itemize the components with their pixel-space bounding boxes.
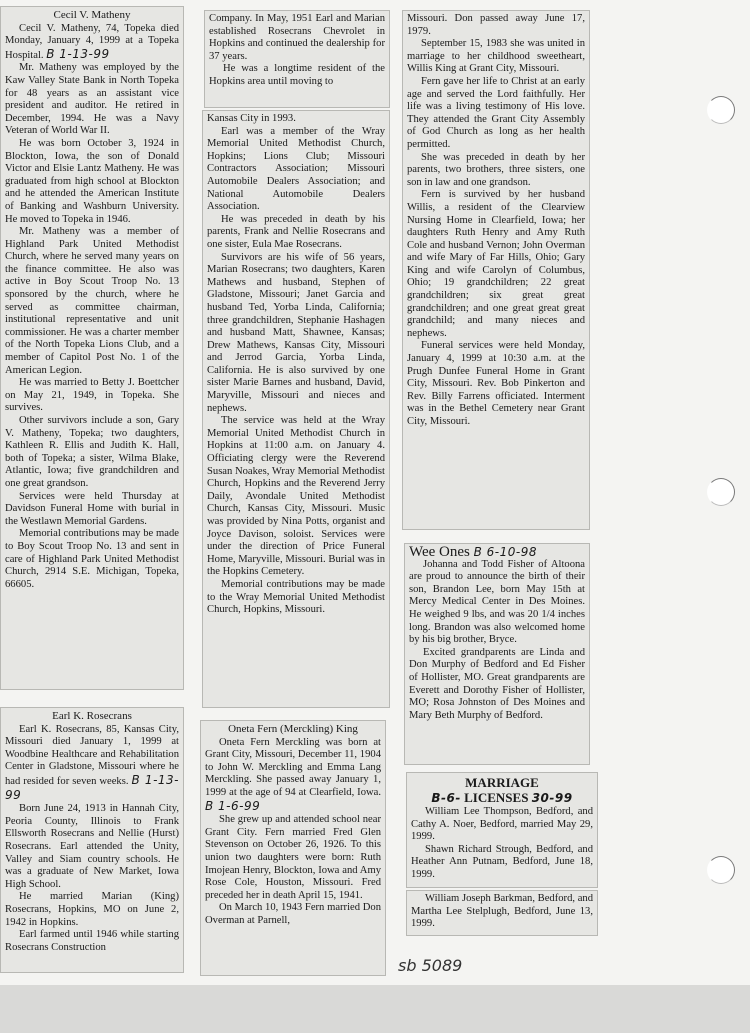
paragraph: September 15, 1983 she was united in marriage to her childhood sweetheart, Willis King at Grant City, Missouri. bbox=[407, 38, 585, 75]
obituary-rosecrans-continued bbox=[204, 10, 390, 108]
paragraph: On March 10, 1943 Fern married Don Overman at Parnell, bbox=[205, 902, 381, 926]
handwritten-date: B 6-10-98 bbox=[473, 545, 537, 559]
paragraph: Memorial contributions may be made to Boy Scout Troop No. 13 and sent in care of Highland Park United Methodist Church, 2914 S.E. Michigan, Topeka, 66605. bbox=[5, 528, 179, 590]
paragraph: Shawn Richard Strough, Bedford, and Heather Ann Putnam, Bedford, June 18, 1999. bbox=[411, 843, 593, 880]
obituary-title: Earl K. Rosecrans bbox=[52, 710, 132, 722]
paragraph: Oneta Fern Merckling was born at Grant City, Missouri, December 11, 1904 to John W. Merckling and Emma Lang Merckling. She passed away January 1, 1999 at the age of 94 at Clearfield, Iowa. B 1-6-99 bbox=[205, 736, 381, 813]
paragraph: Fern is survived by her husband Willis, a resident of the Clearview Nursing Home in Clearfield, Iowa; her daughters Ruth Henry and Amy Ruth Cole and husband Vernon; John Overman and wife Mary of Far Hills, Ohio; Gary King and wife Carolyn of Columbus, Ohio; 19 grandchildren; 22 great grandchildren; six great great grandchildren; and one great great great grandchild; and many nieces and nephews. bbox=[407, 189, 585, 339]
paragraph: William Lee Thompson, Bedford, and Cathy A. Noer, Bedford, married May 29, 1999. bbox=[411, 806, 593, 843]
obituary-rosecrans-continued-2 bbox=[202, 110, 390, 708]
paragraph: Mr. Matheny was a member of Highland Park United Methodist Church, where he served many years on the finance committee. He also was active in Boy Scout Troop No. 13 sponsored by the church, where he served as committee chairman, institutional representative and unit commissioner. He was a charter member of the North Topeka Lions Club, and a member of Capitol Post No. 1 of the American Legion. bbox=[5, 226, 179, 376]
obituary-title: Cecil V. Matheny bbox=[53, 9, 131, 21]
paragraph: The service was held at the Wray Memorial United Methodist Church in Hopkins at 11:00 a.m. on January 4. Officiating clergy were the Reverend Susan Noakes, Wray Memorial Methodist Church, Hopkins and the Reverend Jerry Daily, Avondale United Methodist Church, Kansas City, Missouri. Music was provided by Nina Potts, organist and Joyce Davison, soloist. Services were under the direction of Price Funeral Home, Maryville, Missouri. Burial was in the Hopkins Cemetery. bbox=[207, 415, 385, 578]
paragraph: Missouri. Don passed away June 17, 1979. bbox=[407, 13, 585, 37]
paragraph: Earl K. Rosecrans, 85, Kansas City, Missouri died January 1, 1999 at Woodbine Healthcare and Rehabilitation Center in Gladstone, Missouri where he had resided for seven weeks. B 1-13-99 bbox=[5, 723, 179, 802]
handwritten-date: B-6- bbox=[431, 791, 461, 805]
announcement-title: Wee Ones B 6-10-98 bbox=[409, 544, 537, 560]
obituary-king-continued bbox=[402, 10, 590, 530]
binder-hole-top bbox=[707, 96, 735, 124]
paragraph: Earl was a member of the Wray Memorial United Methodist Church, Hopkins; Lions Club; Missouri Contractors Association; Missouri Automobile Dealers Association; and National Automobile Dealers Association. bbox=[207, 125, 385, 213]
obituary-title: Oneta Fern (Merckling) King bbox=[228, 723, 358, 735]
paragraph: Services were held Thursday at Davidson Funeral Home with burial in the Westlawn Memorial Gardens. bbox=[5, 490, 179, 527]
marriage-title-2: B-6- LICENSES 30-99 bbox=[431, 790, 573, 805]
paragraph: Funeral services were held Monday, January 4, 1999 at 10:30 a.m. at the Prugh Dunfee Funeral Home in Grant City, Missouri. Rev. Bob Pinkerton and Rev. Billy Farrens officiated. Interment was in the Bethel Cemetery near Grant City, Missouri. bbox=[407, 340, 585, 427]
paragraph: Company. In May, 1951 Earl and Marian established Rosecrans Chevrolet in Hopkins and continued the dealership for 37 years. bbox=[209, 13, 385, 62]
obituary-king bbox=[200, 720, 386, 976]
paragraph: He was preceded in death by his parents, Frank and Nellie Rosecrans and one sister, Eula Mae Rosecrans. bbox=[207, 213, 385, 250]
paragraph: Survivors are his wife of 56 years, Marian Rosecrans; two daughters, Karen Mathews and husband, Stephen of Gladstone, Missouri; Janet Garcia and husband Ted, Yorba Linda, California; three grandchildren, Stephanie Hashagen and husband Matt, Shawnee, Kansas; Drew Mathews, Kansas City, Missouri and Jerrod Garcia, Yorba Linda, California. He is also survived by one sister Marie Barnes and husband, David, Maryville, Missouri and nieces and nephews. bbox=[207, 251, 385, 414]
handwritten-date: 30-99 bbox=[531, 791, 573, 805]
handwritten-date: B 1-13-99 bbox=[5, 772, 179, 802]
paragraph: Earl farmed until 1946 while starting Rosecrans Construction bbox=[5, 929, 179, 953]
birth-announcement bbox=[404, 543, 590, 765]
paragraph: She grew up and attended school near Grant City. Fern married Fred Glen Stevenson on October 26, 1926. To this union two daughters were born: Ruth Imojean Henry, Blockton, Iowa and Amy Rose Cole, Houston, Missouri. Fred preceded her in death April 15, 1941. bbox=[205, 814, 381, 901]
binder-hole-bottom bbox=[707, 856, 735, 884]
paragraph: He was married to Betty J. Boettcher on May 21, 1949, in Topeka. She survives. bbox=[5, 377, 179, 414]
paragraph: Cecil V. Matheny, 74, Topeka died Monday, January 4, 1999 at a Topeka Hospital. B 1-13-99 bbox=[5, 22, 179, 61]
paragraph: Other survivors include a son, Gary V. Matheny, Topeka; two daughters, Kathleen R. Ellis and Judith K. Hall, both of Topeka; a sister, Wilma Blake, Atlantic, Iowa; five grandchildren and one great grandson. bbox=[5, 415, 179, 489]
handwritten-annotation: sb 5089 bbox=[398, 956, 463, 975]
binder-hole-middle bbox=[707, 478, 735, 506]
paragraph: Memorial contributions may be made to the Wray Memorial United Methodist Church, Hopkins, Missouri. bbox=[207, 578, 385, 616]
paragraph: He married Marian (King) Rosecrans, Hopkins, MO on June 2, 1942 in Hopkins. bbox=[5, 891, 179, 928]
paragraph: He was born October 3, 1924 in Blockton, Iowa, the son of Donald Victor and Elsie Lantz Matheny. He was graduated from high school at Blockton and he attended the American Institute of Banking and Washburn University. He moved to Topeka in 1946. bbox=[5, 137, 179, 225]
paragraph: William Joseph Barkman, Bedford, and Martha Lee Stelplugh, Bedford, June 13, 1999. bbox=[411, 893, 593, 930]
paragraph: Mr. Matheny was employed by the Kaw Valley State Bank in North Topeka for 48 years as an assistant vice president and auditor. He retired in December, 1994. He was a Navy Veteran of World War II. bbox=[5, 62, 179, 137]
page-bottom-edge bbox=[0, 985, 750, 1033]
paragraph: Fern gave her life to Christ at an early age and served the Lord faithfully. Her life was a living testimony of His love. They attended the Grant City Assembly of God Church as long as her health permitted. bbox=[407, 75, 585, 150]
handwritten-date: B 1-13-99 bbox=[46, 46, 110, 61]
paragraph: Born June 24, 1913 in Hannah City, Peoria County, Illinois to Frank Ellsworth Rosecrans and Nellie (Hurst) Rosecrans. Earl attended the Unity, Valley and Siam country schools. He was a graduate of New Market, Iowa High School. bbox=[5, 803, 179, 890]
marriage-title-1: MARRIAGE bbox=[465, 775, 539, 790]
paragraph: Kansas City in 1993. bbox=[207, 113, 296, 124]
paragraph: Johanna and Todd Fisher of Altoona are proud to announce the birth of their son, Brandon Lee, born May 15th at Mercy Medical Center in Des Moines. He weighed 9 lbs, and was 20 1/4 inches long. Brandon was also welcomed home by his big brother, Bryce. bbox=[409, 558, 585, 646]
marriage-licenses-2 bbox=[406, 890, 598, 936]
paragraph: He was a longtime resident of the Hopkins area until moving to bbox=[209, 63, 385, 87]
obituary-matheny bbox=[0, 6, 184, 690]
handwritten-date: B 1-6-99 bbox=[205, 798, 261, 813]
paragraph: Excited grandparents are Linda and Don Murphy of Bedford and Ed Fisher of Hollister, MO. Great grandparents are Everett and Dorothy Fisher of Hollister, MO; Rosa Johnston of Des Moines and Mary Beth Murphy of Bedford. bbox=[409, 646, 585, 721]
obituary-rosecrans bbox=[0, 707, 184, 973]
paragraph: She was preceded in death by her parents, two brothers, three sisters, one son in law and one grandson. bbox=[407, 151, 585, 188]
marriage-licenses bbox=[406, 772, 598, 888]
